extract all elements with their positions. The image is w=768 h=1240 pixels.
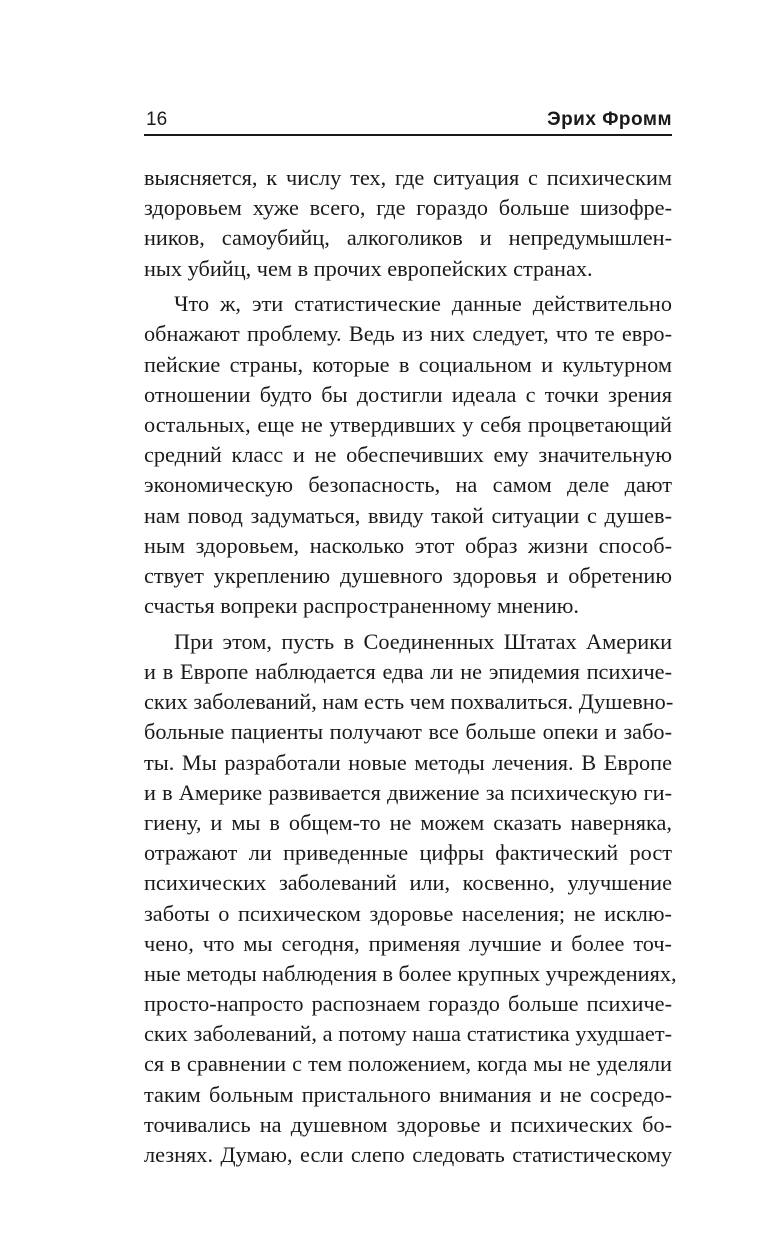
text-line: ных убийц, чем в прочих европейских странах.	[144, 255, 593, 281]
running-header	[144, 107, 672, 133]
text-line: ников, самоубийц, алкоголиков и непредумышлен-	[144, 225, 672, 251]
text-line: средний класс и не обеспечивших ему значительную	[144, 442, 672, 468]
text-line: ских заболеваний, а потому наша статистика ухудшает-	[144, 1021, 672, 1047]
text-line: счастья вопреки распространенному мнению.	[144, 593, 580, 619]
text-line: гиену, и мы в общем-то не можем сказать наверняка,	[144, 809, 672, 835]
text-line: ным здоровьем, насколько этот образ жизни способ-	[144, 532, 672, 558]
paragraph	[144, 289, 672, 621]
text-line: лезнях. Думаю, если слепо следовать статистическому	[144, 1142, 672, 1167]
text-line: и в Америке развивается движение за психическую ги-	[144, 779, 672, 805]
text-line: обнажают проблему. Ведь из них следует, что те евро-	[144, 321, 672, 347]
text-line: таким больным пристального внимания и не сосредо-	[144, 1081, 672, 1107]
text-line: остальных, еще не утвердивших у себя процветающий	[144, 412, 672, 437]
text-line: выясняется, к числу тех, где ситуация с психическим	[144, 165, 672, 190]
paragraph	[144, 627, 677, 1170]
header-rule	[144, 134, 672, 136]
text-line: чено, что мы сегодня, применяя лучшие и более точ-	[144, 930, 672, 956]
text-line: нам повод задуматься, ввиду такой ситуации с душев-	[144, 502, 672, 528]
text-line: здоровьем хуже всего, где гораздо больше шизофре-	[144, 195, 672, 221]
text-line: отношении будто бы достигли идеала с точки зрения	[144, 381, 672, 407]
text-line: просто-напросто распознаем гораздо больше психиче-	[144, 991, 672, 1017]
text-line: ствует укреплению душевного здоровья и обретению	[144, 562, 672, 588]
text-line: ских заболеваний, нам есть чем похвалиться. Душевно-	[144, 689, 674, 715]
text-line: отражают ли приведенные цифры фактический рост	[144, 840, 672, 866]
text-line: пейские страны, которые в социальном и культурном	[144, 351, 672, 377]
text-line: Что ж, эти статистические данные действительно	[174, 291, 672, 317]
body-text	[144, 163, 677, 1170]
page-number: 16	[146, 109, 168, 130]
text-line: При этом, пусть в Соединенных Штатах Америки	[174, 628, 672, 654]
text-line: ся в сравнении с тем положением, когда мы не уделяли	[144, 1051, 672, 1077]
text-line: ты. Мы разработали новые методы лечения. В Европе	[144, 749, 672, 775]
text-line: больные пациенты получают все больше опеки и забо-	[144, 719, 672, 745]
text-line: психических заболеваний или, косвенно, улучшение	[144, 870, 672, 896]
text-line: экономическую безопасность, на самом деле дают	[144, 472, 672, 498]
text-line: и в Европе наблюдается едва ли не эпидемия психиче-	[144, 659, 672, 684]
text-line: заботы о психическом здоровье населения; не исклю-	[144, 900, 672, 926]
book-page	[144, 0, 677, 1240]
running-title-author: Эрих Фромм	[547, 109, 672, 130]
text-line: ные методы наблюдения в более крупных учреждениях,	[144, 960, 677, 986]
text-line: точивались на душевном здоровье и психических бо-	[144, 1111, 672, 1137]
paragraph	[144, 163, 672, 284]
